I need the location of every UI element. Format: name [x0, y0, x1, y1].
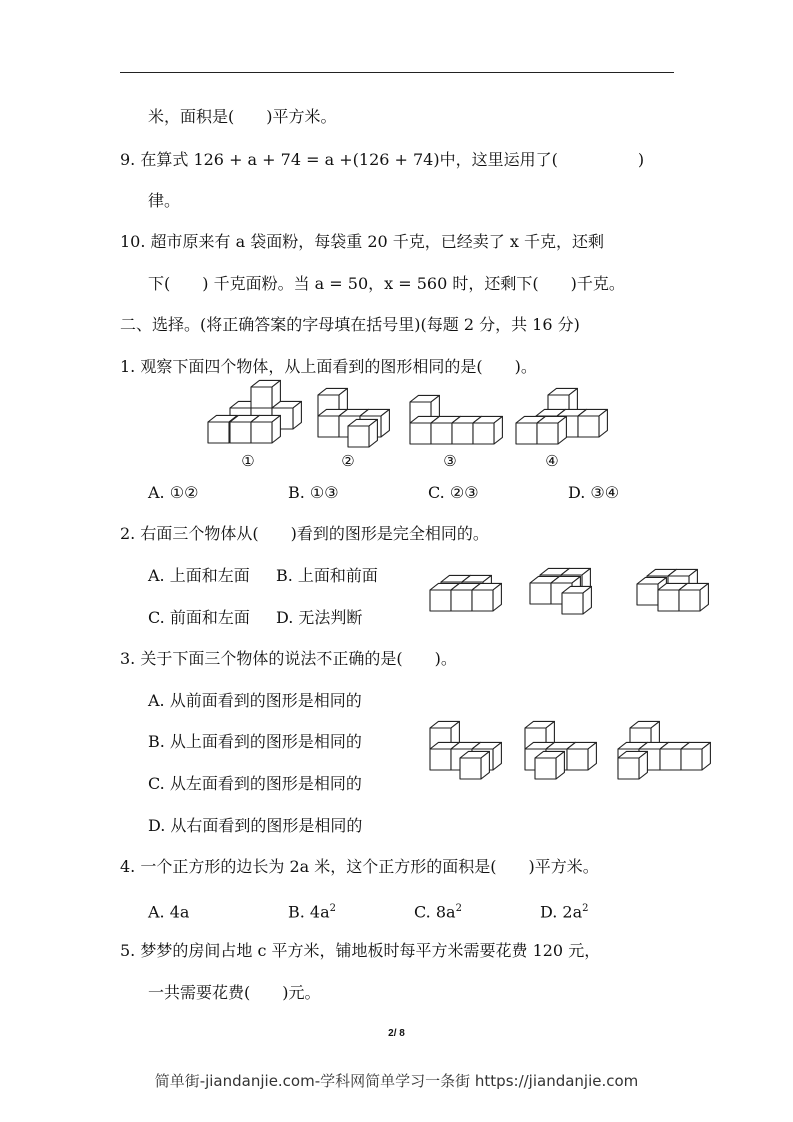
choice-3-option-a: A. 从前面看到的图形是相同的	[148, 691, 362, 710]
question-10-line-2: 下( ) 千克面粉。当 a = 50，x = 560 时，还剩下( )千克。	[148, 274, 625, 293]
choice-4-option-c	[414, 898, 462, 923]
choice-1-stem: 1. 观察下面四个物体，从上面看到的图形相同的是( )。	[120, 357, 537, 376]
figure-label-3: ③	[443, 452, 457, 470]
continued-line: 米，面积是( )平方米。	[148, 107, 337, 126]
choice-4-option-a-text: A. 4a	[148, 902, 190, 922]
cube-face	[430, 749, 451, 770]
cube-face	[679, 590, 700, 611]
choice-3-stem: 3. 关于下面三个物体的说法不正确的是( )。	[120, 649, 457, 668]
choice-1-figure	[200, 390, 600, 450]
figure-label-2: ②	[341, 452, 355, 470]
choice-4-option-d-exponent: 2	[582, 903, 589, 914]
cube-face	[208, 422, 229, 443]
question-9-line-2: 律。	[148, 191, 181, 210]
cube-face	[516, 423, 537, 444]
cube-face	[430, 590, 451, 611]
choice-4-stem: 4. 一个正方形的边长为 2a 米，这个正方形的面积是( )平方米。	[120, 857, 599, 876]
choice-3-option-b: B. 从上面看到的图形是相同的	[148, 732, 362, 751]
figure-label-1: ①	[241, 452, 255, 470]
choice-4-option-a	[148, 898, 189, 923]
section-2-title: 二、选择。(将正确答案的字母填在括号里)(每题 2 分，共 16 分)	[120, 315, 580, 334]
choice-4-option-b	[288, 898, 336, 923]
cube-face	[348, 426, 369, 447]
choice-3-option-c: C. 从左面看到的图形是相同的	[148, 774, 362, 793]
cube-face	[460, 758, 481, 779]
cube-face	[537, 423, 558, 444]
choice-2-option-c: C. 前面和左面	[148, 608, 250, 627]
cube-face	[535, 758, 556, 779]
cube-face	[681, 749, 702, 770]
choice-2-option-b: B. 上面和前面	[276, 566, 378, 585]
cube-face	[431, 423, 452, 444]
cube-face	[451, 590, 472, 611]
cube-face	[658, 590, 679, 611]
choice-4-option-b-exponent: 2	[329, 903, 337, 914]
question-9-line-1: 9. 在算式 126 + a + 74 = a +(126 + 74)中，这里运用了( )	[120, 150, 645, 169]
cube-face	[452, 423, 473, 444]
header-rule	[120, 72, 674, 73]
cube-face	[618, 758, 639, 779]
figure-label-4: ④	[545, 452, 559, 470]
choice-2-option-a: A. 上面和左面	[148, 566, 250, 585]
cube-face	[472, 590, 493, 611]
cube-face	[562, 593, 583, 614]
cube-face	[251, 387, 272, 408]
choice-4-option-d-text: D. 2a	[540, 902, 583, 922]
cube-face	[660, 749, 681, 770]
cube-face	[410, 423, 431, 444]
choice-4-option-c-exponent: 2	[455, 903, 462, 914]
choice-1-option-a: A. ①②	[148, 483, 199, 502]
choice-2-stem: 2. 右面三个物体从( )看到的图形是完全相同的。	[120, 524, 489, 543]
choice-4-option-b-text: B. 4a	[288, 902, 330, 922]
cube-face	[251, 422, 272, 443]
cube-face	[230, 422, 251, 443]
site-footer: 简单街-jiandanjie.com-学科网简单学习一条街 https://jiandanjie.com	[154, 1072, 639, 1090]
cube-face	[318, 416, 339, 437]
choice-1-option-d: D. ③④	[568, 483, 620, 502]
choice-4-option-c-text: C. 8a	[414, 902, 456, 922]
choice-3-option-d: D. 从右面看到的图形是相同的	[148, 816, 363, 835]
question-10-line-1: 10. 超市原来有 a 袋面粉，每袋重 20 千克，已经卖了 x 千克，还剩	[120, 232, 604, 251]
cube-face	[578, 416, 599, 437]
page-number: 2/ 8	[388, 1028, 405, 1039]
choice-3-figure	[425, 718, 715, 778]
choice-2-option-d: D. 无法判断	[276, 608, 363, 627]
choice-5-line-1: 5. 梦梦的房间占地 c 平方米，铺地板时每平方米需要花费 120 元，	[120, 941, 601, 960]
cube-face	[530, 583, 551, 604]
choice-1-option-c: C. ②③	[428, 483, 479, 502]
choice-1-option-b: B. ①③	[288, 483, 339, 502]
cube-face	[473, 423, 494, 444]
choice-5-line-2: 一共需要花费( )元。	[148, 983, 321, 1002]
cube-face	[567, 749, 588, 770]
choice-2-figure	[425, 570, 715, 620]
cube-face	[637, 584, 658, 605]
choice-4-option-d	[540, 898, 589, 923]
